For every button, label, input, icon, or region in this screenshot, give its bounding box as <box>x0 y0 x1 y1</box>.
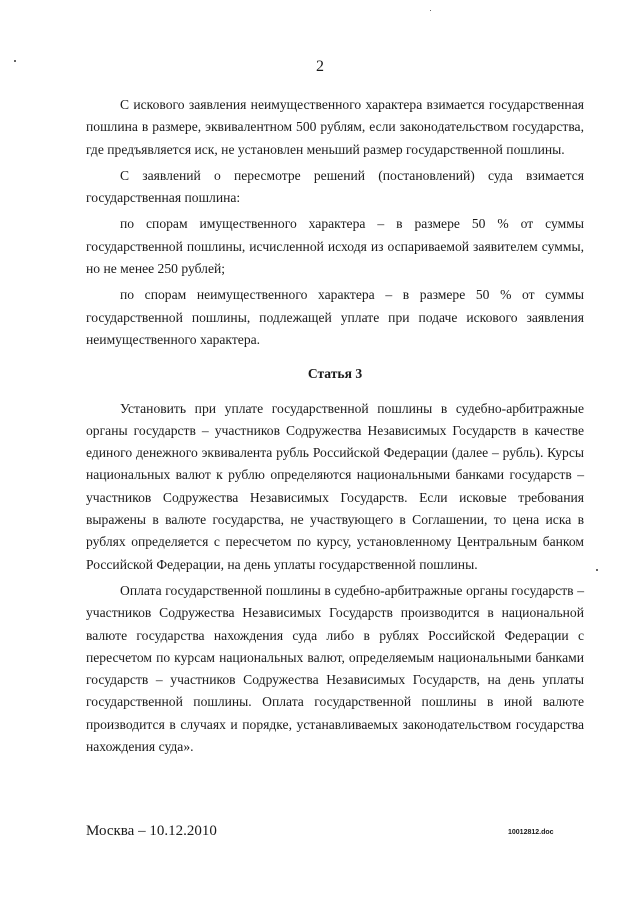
paragraph: С искового заявления неимущественного характера взимается государственная пошлина в размере, эквивалентном 500 рублям, если законодательством государства, где предъявляется иск, не установлен меньший размер государственной пошлины. <box>86 97 584 157</box>
scan-speck <box>430 10 431 11</box>
paragraph: Оплата государственной пошлины в судебно-арбитражные органы государств – участников Содружества Независимых Государств производится в национальной валюте государства нахождения суда либо в рублях Российской Федерации с пересчетом по курсам национальных валют, определяемым национальными банками государств – участников Содружества Независимых Государств, на день уплаты государственной пошлины. Оплата государственной пошлины в иной валюте производится в случаях и порядке, устанавливаемых законодательством государства нахождения суда». <box>86 582 584 755</box>
paragraph: по спорам неимущественного характера – в размере 50 % от суммы государственной пошлины, подлежащей уплате при подаче искового заявления неимущественного характера. <box>86 287 584 347</box>
paragraph: по спорам имущественного характера – в размере 50 % от суммы государственной пошлины, исчисленной исходя из оспариваемой заявителем суммы, но не менее 250 рублей; <box>86 216 584 277</box>
footer-place-date: Москва – 10.12.2010 <box>86 823 217 839</box>
paragraph: С заявлений о пересмотре решений (постановлений) суда взимается государственная пошлина: <box>86 167 584 206</box>
footer-file-name: 10012812.doc <box>508 829 554 836</box>
paragraph: Установить при уплате государственной пошлины в судебно-арбитражные органы государств – участников Содружества Независимых Государств в качестве единого денежного эквивалента рубль Российской Федерации (далее – рубль). Курсы национальных валют к рублю определяются национальными банками государств – участников Содружества Независимых Государств. Если исковые требования выражены в валюте государства, не участвующего в Соглашении, то цена иска в рублях определяется с пересчетом по курсу, установленному Центральным банком Российской Федерации, на день уплаты государственной пошлины. <box>86 400 584 572</box>
article-heading: Статья 3 <box>307 366 363 382</box>
page-number: 2 <box>316 58 324 75</box>
document-body <box>86 94 584 758</box>
scan-speck <box>596 569 598 571</box>
